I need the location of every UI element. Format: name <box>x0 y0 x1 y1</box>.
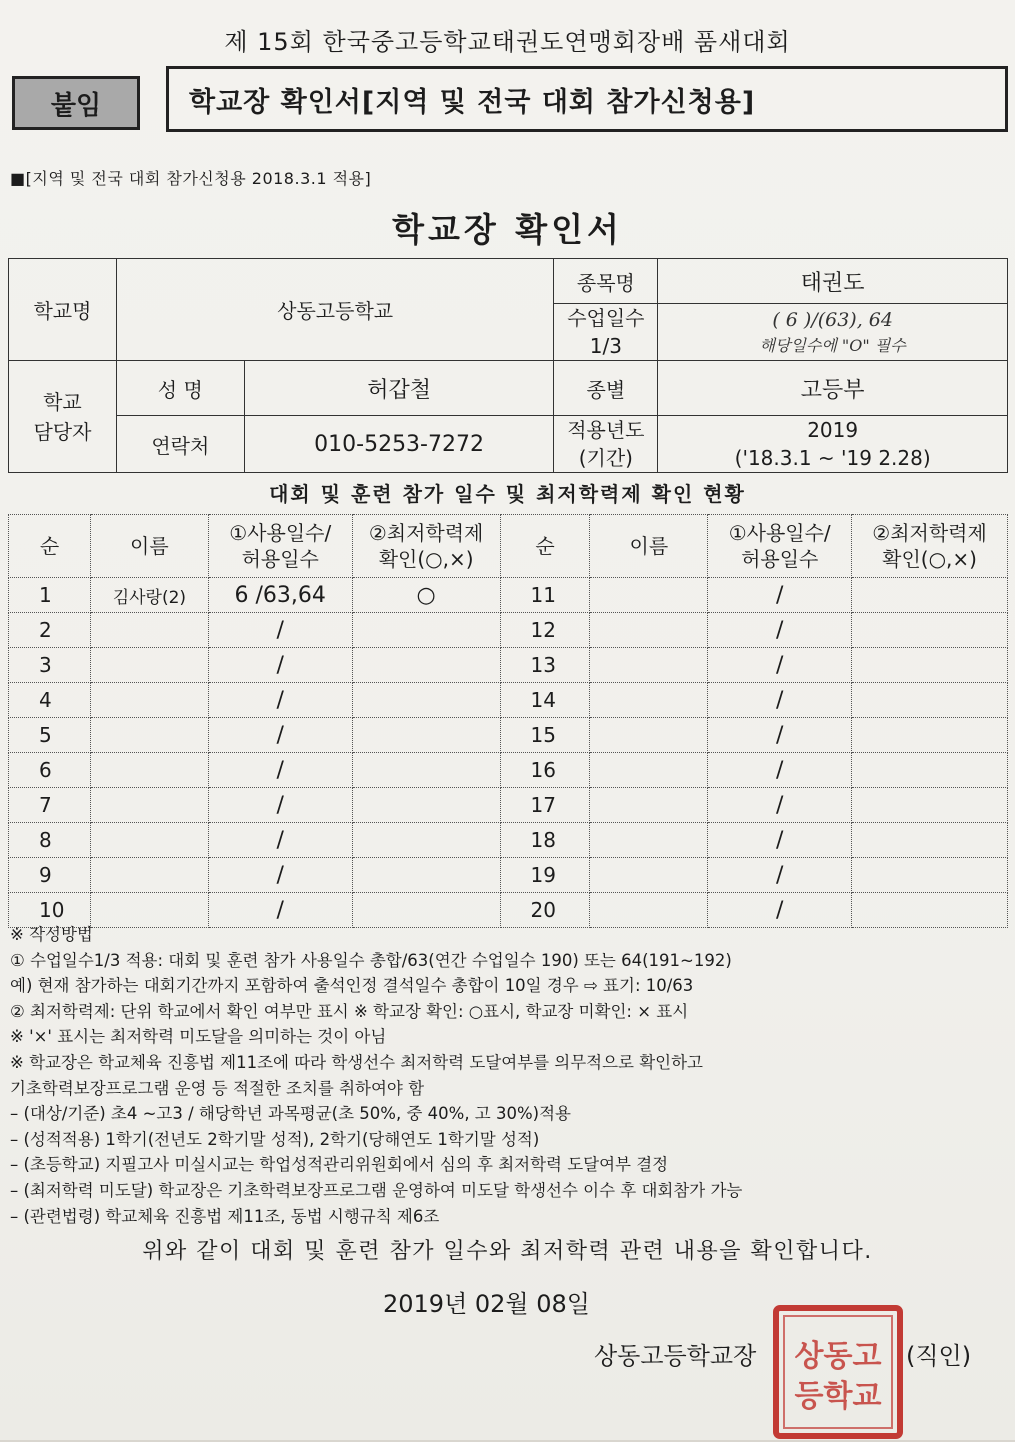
days-cell: / <box>708 613 852 648</box>
instruction-line: – (관련법령) 학교체육 진흥법 제11조, 동법 시행규칙 제6조 <box>10 1206 440 1226</box>
rule-note: ■[지역 및 전국 대회 참가신청용 2018.3.1 적용] <box>10 169 372 188</box>
manager-label-line1: 학교 <box>43 389 82 414</box>
name-cell <box>90 718 208 753</box>
year-label <box>554 416 658 473</box>
year-label-line2: (기간) <box>578 446 633 470</box>
event-value: 태권도 <box>658 259 1008 304</box>
min-check-cell: ○ <box>352 578 500 613</box>
no-cell: 15 <box>500 718 590 753</box>
header-min-right: ②최저학력제 확인(○,×) <box>852 515 1008 578</box>
table-row <box>9 578 1008 613</box>
table-row <box>9 788 1008 823</box>
year-value-line1: 2019 <box>807 418 859 442</box>
days-note: 해당일수에 "O" 필수 <box>759 336 906 356</box>
header-no: 순 <box>9 515 91 578</box>
min-check-cell <box>852 683 1008 718</box>
days-cell: / <box>708 858 852 893</box>
name-cell <box>90 753 208 788</box>
instruction-line: ※ 학교장은 학교체육 진흥법 제11조에 따라 학생선수 최저학력 도달여부를 의무적으로 확인하고 <box>10 1052 703 1072</box>
days-label-line2: 1/3 <box>589 334 622 358</box>
days-cell: / <box>208 823 352 858</box>
min-check-cell <box>352 613 500 648</box>
division-label: 종별 <box>554 361 658 416</box>
issue-date: 2019년 02월 08일 <box>383 1290 590 1318</box>
table-row <box>9 823 1008 858</box>
no-cell: 4 <box>9 683 91 718</box>
no-cell: 3 <box>9 648 91 683</box>
school-principal-sign: 상동고등학교장 <box>594 1342 757 1370</box>
days-value-line: ( 6 )/(63), 64 <box>772 308 893 331</box>
status-title: 대회 및 훈련 참가 일수 및 최저학력제 확인 현황 <box>269 482 746 506</box>
days-cell: / <box>708 788 852 823</box>
no-cell: 18 <box>500 823 590 858</box>
header-name: 이름 <box>90 515 208 578</box>
days-cell: / <box>208 788 352 823</box>
min-check-cell <box>852 753 1008 788</box>
no-cell: 2 <box>9 613 91 648</box>
min-check-cell <box>852 858 1008 893</box>
header-title: 학교장 확인서[지역 및 전국 대회 참가신청용] <box>166 66 1008 132</box>
seal-text-top: 상동고 <box>794 1339 882 1374</box>
name-cell <box>590 718 708 753</box>
days-value <box>658 304 1008 361</box>
instruction-line: – (성적적용) 1학기(전년도 2학기말 성적), 2학기(당해연도 1학기말 성적) <box>10 1129 540 1149</box>
header-days: ①사용일수/ 허용일수 <box>208 515 352 578</box>
days-cell: / <box>708 753 852 788</box>
name-cell <box>90 648 208 683</box>
name-cell <box>590 613 708 648</box>
name-cell <box>90 613 208 648</box>
no-cell: 5 <box>9 718 91 753</box>
no-cell: 7 <box>9 788 91 823</box>
name-cell <box>90 858 208 893</box>
official-seal-icon <box>768 1302 908 1442</box>
days-cell: / <box>208 613 352 648</box>
table-row <box>9 858 1008 893</box>
days-cell: / <box>708 648 852 683</box>
document-title: 학교장 확인서 <box>392 210 623 249</box>
name-cell <box>590 788 708 823</box>
days-cell: / <box>708 578 852 613</box>
competition-title: 제 15회 한국중고등학교태권도연맹회장배 품새대회 <box>224 28 791 56</box>
no-cell: 17 <box>500 788 590 823</box>
min-check-cell <box>352 718 500 753</box>
header-name-right: 이름 <box>590 515 708 578</box>
name-cell <box>590 823 708 858</box>
no-cell: 20 <box>500 893 590 928</box>
instruction-line: ※ '×' 표시는 최저학력 미도달을 의미하는 것이 아님 <box>10 1027 387 1047</box>
seal-label: (직인) <box>906 1342 972 1370</box>
name-cell <box>90 683 208 718</box>
no-cell: 16 <box>500 753 590 788</box>
table-row <box>9 753 1008 788</box>
min-check-cell <box>352 683 500 718</box>
no-cell: 19 <box>500 858 590 893</box>
instruction-line: 기초학력보장프로그램 운영 등 적절한 조치를 취하여야 함 <box>10 1078 425 1098</box>
year-value <box>658 416 1008 473</box>
days-cell: / <box>208 648 352 683</box>
min-check-cell <box>852 578 1008 613</box>
min-check-cell <box>352 648 500 683</box>
name-cell: 김사랑(2) <box>90 578 208 613</box>
no-cell: 9 <box>9 858 91 893</box>
year-label-line1: 적용년도 <box>567 418 645 442</box>
participation-table <box>8 514 1008 928</box>
days-cell: / <box>208 683 352 718</box>
days-cell: / <box>708 893 852 928</box>
manager-label <box>9 361 117 473</box>
name-cell <box>590 683 708 718</box>
min-check-cell <box>852 718 1008 753</box>
instruction-line: – (최저학력 미도달) 학교장은 기초학력보장프로그램 운영하여 미도달 학생선수 이수 후 대회참가 가능 <box>10 1180 743 1200</box>
name-cell <box>590 648 708 683</box>
no-cell: 8 <box>9 823 91 858</box>
days-label <box>554 304 658 361</box>
min-check-cell <box>352 788 500 823</box>
min-check-cell <box>852 613 1008 648</box>
instruction-line: ① 수업일수1/3 적용: 대회 및 훈련 참가 사용일수 총합/63(연간 수업일수 190) 또는 64(191~192) <box>10 950 732 970</box>
name-cell <box>590 753 708 788</box>
no-cell: 1 <box>9 578 91 613</box>
min-check-cell <box>852 823 1008 858</box>
min-check-cell <box>852 788 1008 823</box>
name-cell <box>590 578 708 613</box>
table-header-row <box>9 515 1008 578</box>
instruction-line: ※ 작성방법 <box>10 925 93 944</box>
no-cell: 13 <box>500 648 590 683</box>
days-cell: / <box>708 718 852 753</box>
days-cell: / <box>708 823 852 858</box>
event-label: 종목명 <box>554 259 658 304</box>
min-check-cell <box>352 823 500 858</box>
days-cell: / <box>208 718 352 753</box>
days-cell: / <box>208 858 352 893</box>
info-table <box>8 258 1008 473</box>
table-row <box>9 613 1008 648</box>
contact-value: 010-5253-7272 <box>244 416 554 473</box>
name-cell <box>90 823 208 858</box>
name-label: 성 명 <box>116 361 244 416</box>
name-value: 허갑철 <box>244 361 554 416</box>
school-name: 상동고등학교 <box>116 259 554 361</box>
year-value-line2: ('18.3.1 ~ '19 2.28) <box>734 446 931 470</box>
instruction-line: ② 최저학력제: 단위 학교에서 확인 여부만 표시 ※ 학교장 확인: ○표시, 학교장 미확인: × 표시 <box>10 1001 689 1021</box>
days-cell: 6 /63,64 <box>208 578 352 613</box>
min-check-cell <box>352 753 500 788</box>
instruction-line: 예) 현재 참가하는 대회기간까지 포함하여 출석인정 결석일수 총합이 10일 경우 ⇨ 표기: 10/63 <box>10 976 694 996</box>
seal-text-bottom: 등학교 <box>794 1379 882 1414</box>
no-cell: 10 <box>9 893 91 928</box>
header-days-right: ①사용일수/ 허용일수 <box>708 515 852 578</box>
confirmation-text: 위와 같이 대회 및 훈련 참가 일수와 최저학력 관련 내용을 확인합니다. <box>142 1239 873 1264</box>
instruction-line: – (초등학교) 지필고사 미실시교는 학업성적관리위원회에서 심의 후 최저학력 도달여부 결정 <box>10 1155 669 1175</box>
no-cell: 6 <box>9 753 91 788</box>
days-label-line1: 수업일수 <box>567 306 645 330</box>
days-cell: / <box>208 753 352 788</box>
division-value: 고등부 <box>658 361 1008 416</box>
header-no-right: 순 <box>500 515 590 578</box>
min-check-cell <box>852 648 1008 683</box>
table-row <box>9 683 1008 718</box>
no-cell: 14 <box>500 683 590 718</box>
name-cell <box>90 788 208 823</box>
min-check-cell <box>352 858 500 893</box>
attachment-label: 붙임 <box>12 76 140 130</box>
name-cell <box>590 858 708 893</box>
contact-label: 연락처 <box>116 416 244 473</box>
no-cell: 12 <box>500 613 590 648</box>
table-row <box>9 648 1008 683</box>
writing-instructions <box>10 922 1010 1229</box>
header-min: ②최저학력제 확인(○,×) <box>352 515 500 578</box>
table-row <box>9 718 1008 753</box>
days-cell: / <box>208 893 352 928</box>
school-label: 학교명 <box>9 259 117 361</box>
days-cell: / <box>708 683 852 718</box>
instruction-line: – (대상/기준) 초4 ~고3 / 해당학년 과목평균(초 50%, 중 40%, 고 30%)적용 <box>10 1104 571 1124</box>
no-cell: 11 <box>500 578 590 613</box>
manager-label-line2: 담당자 <box>33 419 92 444</box>
